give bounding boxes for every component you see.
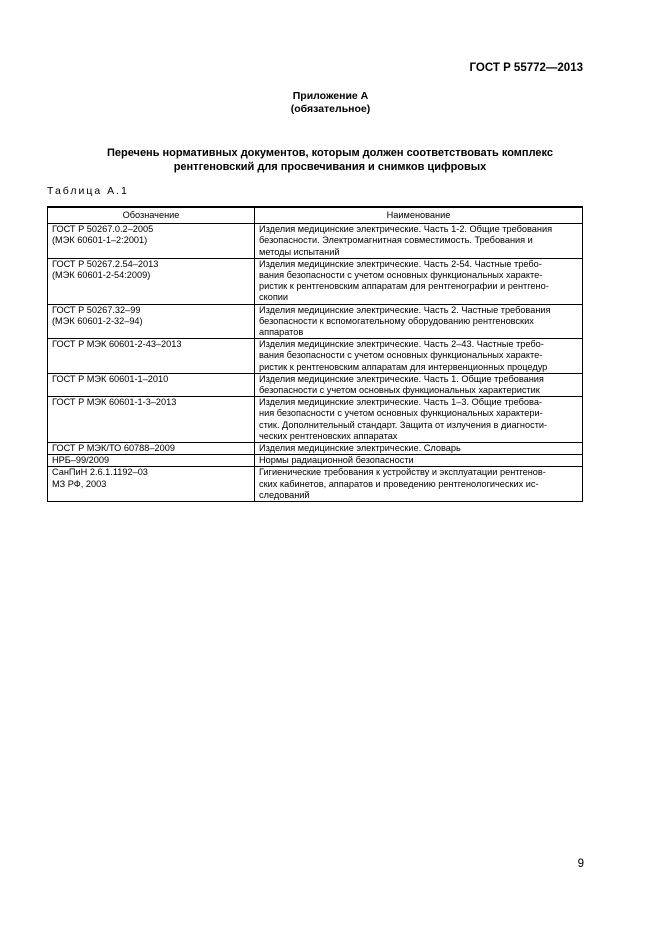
designation-cell (48, 373, 255, 396)
name-line: скопии (259, 292, 289, 303)
table-row (48, 467, 583, 502)
designation-line: (МЭК 60601-2-54:2009) (52, 270, 151, 281)
designation-cell (48, 467, 255, 502)
table-row (48, 258, 583, 304)
designation-line: ГОСТ Р 50267.0.2–2005 (52, 224, 154, 235)
document-title-line: Перечень нормативных документов, которым должен соответствовать комплекс (106, 147, 554, 159)
name-line: стик. Дополнительный стандарт. Защита от излучения в диагности- (259, 419, 548, 430)
designation-line: ГОСТ Р МЭК 60601-1–2010 (52, 373, 169, 384)
name-cell (255, 443, 583, 455)
name-line: следований (259, 489, 310, 500)
name-line: Нормы радиационной безопасности (259, 455, 414, 466)
designation-line: СанПиН 2.6.1.1192–03 (52, 467, 148, 478)
table-header-row (48, 207, 583, 224)
name-line: безопасности к вспомогательному оборудованию рентгеновских (259, 315, 534, 326)
designation-cell (48, 455, 255, 467)
column-header-name: Наименование (255, 207, 583, 224)
document-title-line: рентгеновский для просвечивания и снимков цифровых (173, 161, 487, 173)
name-cell (255, 304, 583, 339)
name-line: Изделия медицинские электрические. Часть 2-54. Частные требо- (259, 258, 542, 269)
appendix-label: Приложение А (292, 90, 369, 102)
name-line: ристик к рентгеновским аппаратам для рентгенографии и рентгено- (259, 281, 549, 292)
name-cell (255, 455, 583, 467)
name-line: вания безопасности с учетом основных функциональных характе- (259, 350, 543, 361)
name-cell (255, 339, 583, 374)
table-row (48, 455, 583, 467)
name-cell (255, 373, 583, 396)
name-line: безопасности. Электромагнитная совместимость. Требования и (259, 235, 533, 246)
designation-cell (48, 258, 255, 304)
name-line: вания безопасности с учетом основных функциональных характе- (259, 270, 543, 281)
designation-line: ГОСТ Р МЭК/ТО 60788–2009 (52, 443, 175, 454)
designation-line: ГОСТ Р 50267.2.54–2013 (52, 258, 159, 269)
column-header-designation: Обозначение (48, 207, 255, 224)
designation-line: ГОСТ Р МЭК 60601-2-43–2013 (52, 339, 182, 350)
table-row (48, 224, 583, 259)
designation-cell (48, 304, 255, 339)
appendix-status: (обязательное) (290, 103, 371, 115)
appendix-heading (0, 90, 661, 116)
designation-cell (48, 224, 255, 259)
name-line: Изделия медицинские электрические. Часть 1–3. Общие требова- (259, 397, 542, 408)
name-line: методы испытаний (259, 246, 340, 257)
page-number: 9 (577, 858, 584, 870)
table-row (48, 443, 583, 455)
table-row (48, 397, 583, 443)
designation-line: ГОСТ Р 50267.32–99 (52, 304, 141, 315)
name-line: Гигиенические требования к устройству и эксплуатации рентгенов- (259, 467, 546, 478)
name-line: ских кабинетов, аппаратов и проведению рентгенологических ис- (259, 478, 539, 489)
document-title (60, 146, 600, 174)
name-line: Изделия медицинские электрические. Часть 1. Общие требования (259, 373, 544, 384)
name-line: ческих рентгеновских аппаратах (259, 430, 398, 441)
designation-line: МЗ РФ, 2003 (52, 478, 107, 489)
name-cell (255, 467, 583, 502)
name-line: ристик к рентгеновским аппаратам для интервенционных процедур (259, 361, 548, 372)
name-line: аппаратов (259, 327, 304, 338)
name-line: безопасности с учетом основных функциональных характеристик (259, 385, 540, 396)
designation-line: ГОСТ Р МЭК 60601-1-3–2013 (52, 397, 177, 408)
designation-cell (48, 339, 255, 374)
designation-line: НРБ–99/2009 (52, 455, 110, 466)
name-cell (255, 224, 583, 259)
normative-documents-table (47, 206, 583, 502)
name-line: Изделия медицинские электрические. Часть 2–43. Частные требо- (259, 339, 544, 350)
name-line: Изделия медицинские электрические. Словарь (259, 443, 461, 454)
table-row (48, 304, 583, 339)
name-line: ния безопасности с учетом основных функциональных характери- (259, 408, 543, 419)
designation-cell (48, 397, 255, 443)
table-body (48, 224, 583, 502)
designation-line: (МЭК 60601-1–2:2001) (52, 235, 148, 246)
table-row (48, 373, 583, 396)
name-line: Изделия медицинские электрические. Часть 1-2. Общие требования (259, 224, 553, 235)
name-cell (255, 258, 583, 304)
designation-cell (48, 443, 255, 455)
standard-number: ГОСТ Р 55772—2013 (469, 62, 583, 74)
table-caption: Таблица А.1 (47, 185, 129, 197)
name-cell (255, 397, 583, 443)
table-row (48, 339, 583, 374)
designation-line: (МЭК 60601-2-32–94) (52, 315, 143, 326)
name-line: Изделия медицинские электрические. Часть 2. Частные требования (259, 304, 551, 315)
